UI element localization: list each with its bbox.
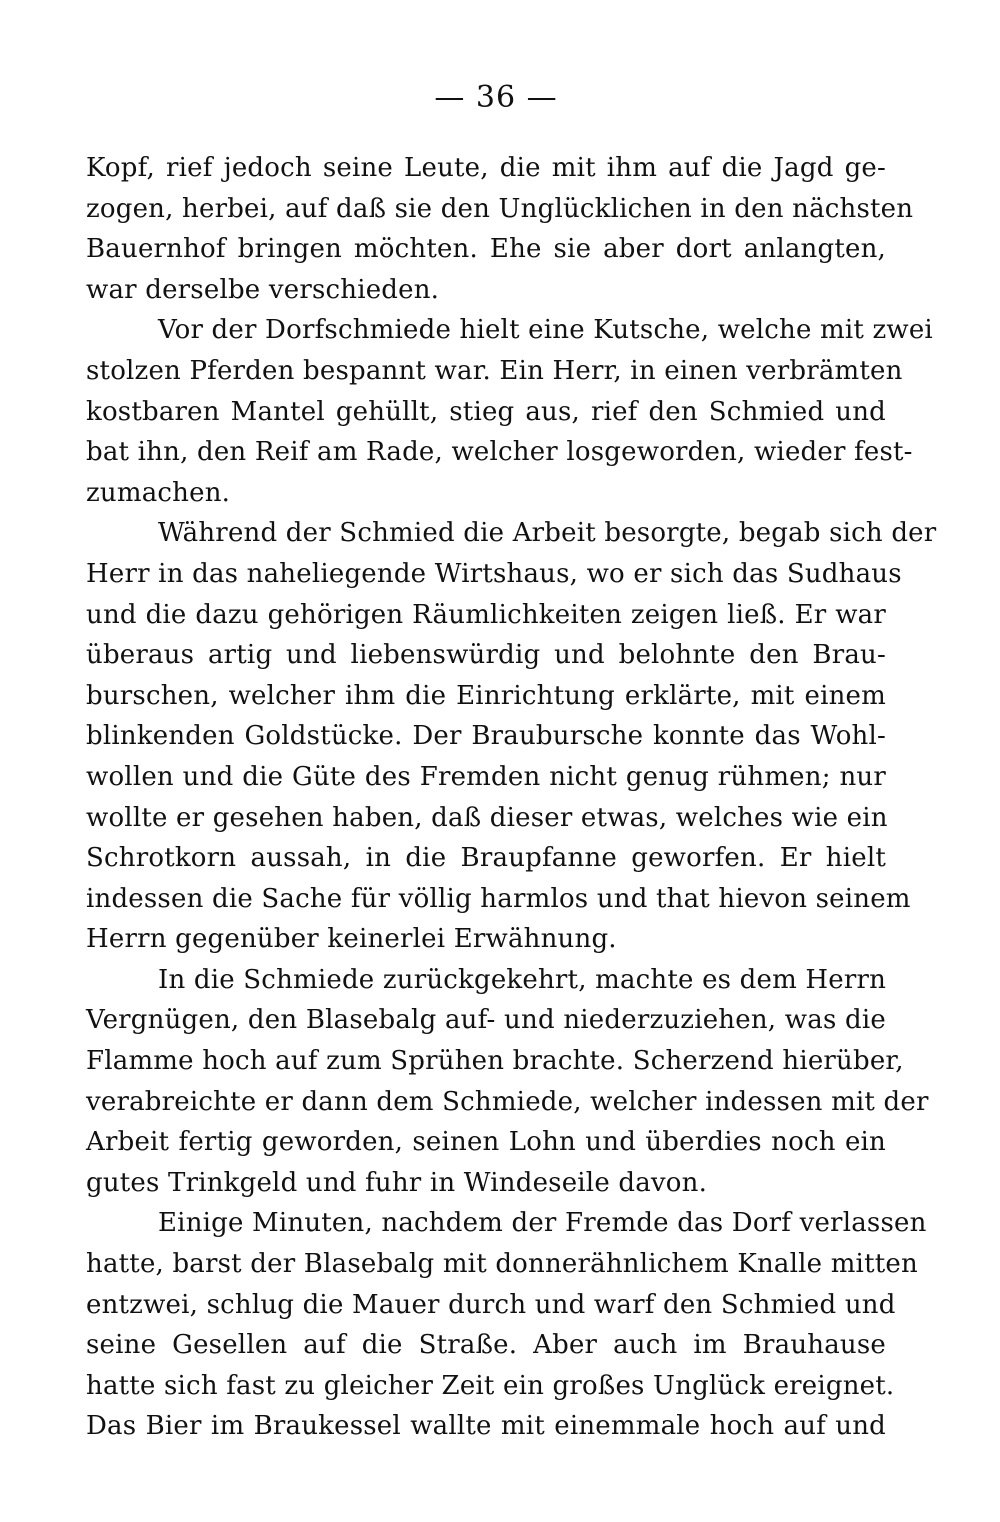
text-line: kostbaren Mantel gehüllt, stieg aus, rief den Schmied und (86, 396, 886, 427)
text-line: Arbeit fertig geworden, seinen Lohn und überdies noch ein (86, 1127, 886, 1158)
paragraph-1 (86, 148, 914, 310)
text-line: zumachen. (86, 477, 231, 508)
text-line: war derselbe verschieden. (86, 274, 440, 305)
text-line: Während der Schmied die Arbeit besorgte, begab sich der (158, 518, 937, 549)
book-page (86, 78, 937, 1447)
text-line: blinkenden Goldstücke. Der Braubursche konnte das Wohl- (86, 721, 886, 752)
text-line: Einige Minuten, nachdem der Fremde das Dorf verlassen (158, 1208, 927, 1239)
text-line: zogen, herbei, auf daß sie den Unglücklichen in den nächsten (86, 193, 914, 224)
text-line: Schrotkorn aussah, in die Braupfanne geworfen. Er hielt (86, 843, 886, 874)
text-line: stolzen Pferden bespannt war. Ein Herr, in einen verbrämten (86, 355, 903, 386)
text-line: verabreichte er dann dem Schmiede, welcher indessen mit der (86, 1086, 929, 1117)
text-line: bat ihn, den Reif am Rade, welcher losgeworden, wieder fest- (86, 437, 913, 468)
paragraph-2 (86, 310, 933, 513)
text-line: Bauernhof bringen möchten. Ehe sie aber dort anlangten, (86, 234, 886, 265)
text-line: Flamme hoch auf zum Sprühen brachte. Scherzend hierüber, (86, 1046, 904, 1077)
text-line: hatte, barst der Blasebalg mit donnerähnlichem Knalle mitten (86, 1249, 918, 1280)
text-line: indessen die Sache für völlig harmlos und that hievon seinem (86, 883, 911, 914)
text-line: burschen, welcher ihm die Einrichtung erklärte, mit einem (86, 680, 886, 711)
text-line: In die Schmiede zurückgekehrt, machte es dem Herrn (158, 964, 887, 995)
text-line: Vergnügen, den Blasebalg auf- und niederzuziehen, was die (86, 1005, 886, 1036)
page-number: — 36 — (434, 80, 558, 115)
text-line: entzwei, schlug die Mauer durch und warf den Schmied und (86, 1289, 896, 1320)
text-line: hatte sich fast zu gleicher Zeit ein großes Unglück ereignet. (86, 1370, 895, 1401)
text-line: Herr in das naheliegende Wirtshaus, wo er sich das Sudhaus (86, 558, 902, 589)
text-line: Kopf, rief jedoch seine Leute, die mit ihm auf die Jagd ge- (86, 153, 886, 183)
text-line: und die dazu gehörigen Räumlichkeiten zeigen ließ. Er war (86, 599, 886, 630)
text-line: seine Gesellen auf die Straße. Aber auch im Brauhause (86, 1330, 886, 1361)
text-line: wollte er gesehen haben, daß dieser etwas, welches wie ein (86, 802, 888, 833)
paragraph-3 (86, 513, 937, 960)
paragraph-4 (86, 960, 929, 1204)
text-line: überaus artig und liebenswürdig und belohnte den Brau- (86, 640, 886, 671)
text-line: gutes Trinkgeld und fuhr in Windeseile davon. (86, 1167, 708, 1198)
text-line: Herrn gegenüber keinerlei Erwähnung. (86, 924, 617, 955)
text-line: wollen und die Güte des Fremden nicht genug rühmen; nur (86, 761, 886, 792)
text-line: Vor der Dorfschmiede hielt eine Kutsche, welche mit zwei (158, 315, 933, 346)
paragraph-5 (86, 1203, 927, 1447)
text-line: Das Bier im Braukessel wallte mit einemmale hoch auf und (86, 1411, 886, 1442)
